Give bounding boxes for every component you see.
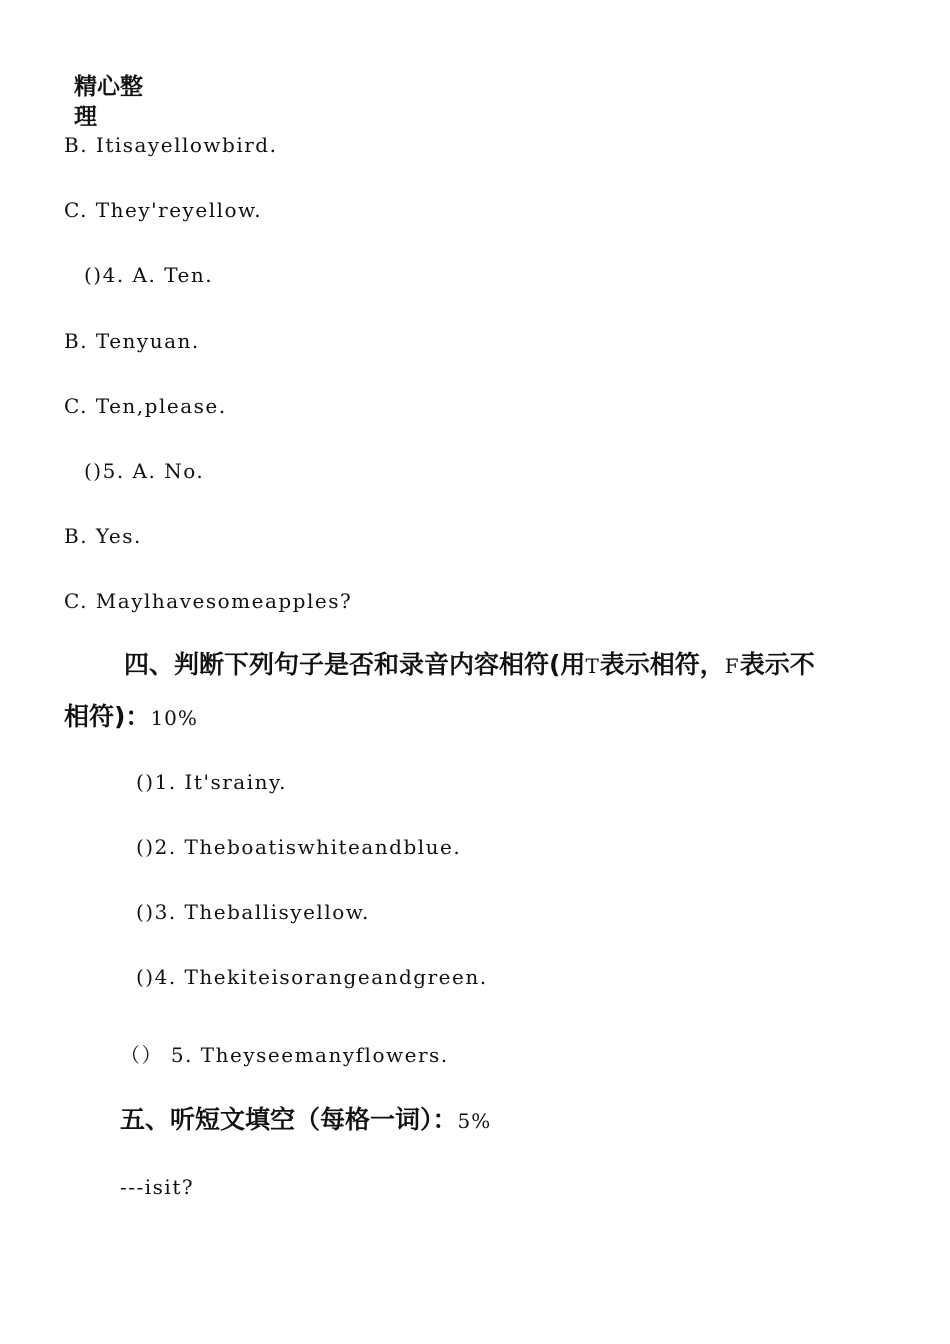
section4-heading-line2-text: 相符)： — [64, 702, 151, 731]
header-mark-line1: 精心整 — [74, 74, 143, 100]
section4-heading-line2 — [64, 704, 198, 729]
section4-item-3: ()3. Theballisyellow. — [136, 900, 370, 924]
section4-item-1: ()1. It'srainy. — [136, 770, 288, 794]
q3-option-c: C. They'reyellow. — [64, 198, 263, 222]
section4-score: 10% — [150, 706, 198, 730]
q4-option-c: C. Ten,please. — [64, 394, 227, 418]
section5-line-1: ---isit? — [120, 1175, 195, 1199]
q5-option-b: B. Yes. — [64, 524, 142, 548]
section5-heading — [120, 1107, 491, 1132]
section4-heading-t: T — [585, 654, 600, 678]
q3-option-b: B. Itisayellowbird. — [64, 133, 278, 157]
q5-option-a: ()5. A. No. — [84, 459, 205, 483]
section4-heading-part3: 表示不 — [739, 650, 815, 679]
section4-heading-part2: 表示相符， — [599, 650, 725, 679]
section4-heading-part1: 四、判断下列句子是否和录音内容相符(用 — [124, 650, 586, 679]
header-mark-line2: 理 — [74, 104, 97, 130]
section4-item-5: （） 5. Theyseemanyflowers. — [120, 1043, 449, 1067]
section4-item-2: ()2. Theboatiswhiteandblue. — [136, 835, 462, 859]
section5-heading-text: 五、听短文填空（每格一词）： — [120, 1105, 458, 1134]
section4-item-4: ()4. Thekiteisorangeandgreen. — [136, 965, 488, 989]
q4-option-a: ()4. A. Ten. — [84, 263, 214, 287]
q5-option-c: C. Maylhavesomeapples? — [64, 589, 353, 613]
section5-score: 5% — [457, 1109, 492, 1133]
section4-heading-line1 — [124, 652, 815, 677]
q4-option-b: B. Tenyuan. — [64, 329, 200, 353]
header-mark — [74, 72, 164, 132]
section4-heading-f: F — [724, 654, 740, 678]
